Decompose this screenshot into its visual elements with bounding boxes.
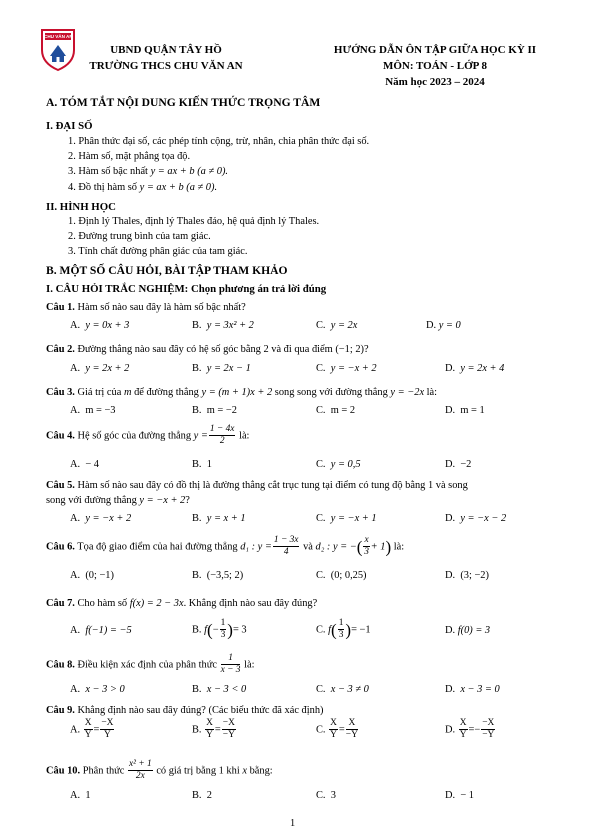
school-crest-icon (38, 26, 78, 72)
q9-a-lhs: $\frac{X}{Y}$ (84, 718, 92, 741)
algebra-item-3: 3. Hàm số bậc nhất y = ax + b (a ≠ 0). (68, 166, 229, 177)
q6-d2-fraction: $\frac{x}{3}$ (364, 535, 369, 558)
q6-option-b: B. (−3,5; 2) (192, 570, 244, 581)
question-2: Câu 2. Đường thẳng nào sau đây có hệ số góc bằng 2 và đi qua điểm (−1; 2)? (46, 344, 369, 355)
q1-option-b: B. y = 3x² + 2 (192, 320, 254, 331)
header-doc-title: HƯỚNG DẪN ÔN TẬP GIỮA HỌC KỲ II (333, 44, 537, 56)
header-district: UBND QUẬN TÂY HỒ (110, 44, 222, 56)
section-b-title: B. MỘT SỐ CÂU HỎI, BÀI TẬP THAM KHẢO (46, 264, 288, 277)
q4-fraction: $\frac{1 - 4x}{2}$ (209, 424, 235, 447)
question-6: Câu 6. Tọa độ giao điểm của hai đường thẳng d₁ : y = $\frac{1 - 3x}{4}$ và d₂ : y = −( $\frac{x}{3}$ + 1) là: (46, 535, 405, 558)
question-7: Câu 7. Cho hàm số f(x) = 2 − 3x. Khẳng định nào sau đây đúng? (46, 598, 318, 609)
q5-option-b: B. y = x + 1 (192, 513, 246, 524)
q2-option-a: A. y = 2x + 2 (70, 363, 130, 374)
q3-option-a: A. m = −3 (70, 405, 116, 416)
multiple-choice-title: I. CÂU HỎI TRẮC NGHIỆM: Chọn phương án trả lời đúng (46, 283, 327, 295)
header-year: Năm học 2023 – 2024 (385, 76, 485, 88)
q8-option-a: A. x − 3 > 0 (70, 684, 125, 695)
question-5-line-2: song với đường thẳng y = −x + 2? (46, 495, 190, 506)
question-10: Câu 10. Phân thức $\frac{\text{x² + 1}}{2x}$ có giá trị bằng 1 khi x bằng: (46, 759, 273, 782)
q7-c-fraction: $\frac{1}{3}$ (338, 618, 344, 641)
q6-option-d: D. (3; −2) (445, 570, 489, 581)
q8-option-d: D. x − 3 = 0 (445, 684, 500, 695)
q10-option-a: A. 1 (70, 790, 91, 801)
q9-option-b: B. $\frac{X}{Y}$ = $\frac{-X}{-Y}$ (192, 718, 235, 741)
q5-option-a: A. y = −x + 2 (70, 513, 132, 524)
question-3: Câu 3. Giá trị của m để đường thẳng y = (m + 1)x + 2 song song với đường thẳng y = −2x là: (46, 387, 438, 398)
q9-c-lhs: $\frac{X}{Y}$ (330, 718, 337, 741)
algebra-title: I. ĐẠI SỐ (46, 120, 93, 132)
q7-option-c: C. f( $\frac{1}{3}$ )= −1 (316, 618, 371, 641)
q1-option-c: C. y = 2x (316, 320, 358, 331)
q9-a-rhs: $\frac{-X}{Y}$ (101, 718, 114, 741)
algebra-item-1: 1. Phân thức đại số, các phép tính cộng, trừ, nhân, chia phân thức đại số. (68, 136, 370, 147)
algebra-item-2: 2. Hàm số, mặt phẳng tọa độ. (68, 151, 191, 162)
geometry-title: II. HÌNH HỌC (46, 201, 116, 213)
q10-option-d: D. − 1 (445, 790, 474, 801)
q9-option-d: D. $\frac{X}{Y}$ =− $\frac{-X}{-Y}$ (445, 718, 495, 741)
q9-b-rhs: $\frac{-X}{-Y}$ (222, 718, 235, 741)
header-school: TRƯỜNG THCS CHU VĂN AN (89, 60, 243, 72)
q1-option-d: D. y = 0 (426, 320, 461, 331)
q2-option-b: B. y = 2x − 1 (192, 363, 251, 374)
q10-option-b: B. 2 (192, 790, 212, 801)
algebra-item-4: 4. Đồ thị hàm số y = ax + b (a ≠ 0). (68, 182, 218, 193)
q5-option-d: D. y = −x − 2 (445, 513, 507, 524)
q6-option-c: C. (0; 0,25) (316, 570, 367, 581)
geometry-item-1: 1. Định lý Thales, định lý Thales đảo, hệ quả định lý Thales. (68, 216, 320, 227)
geometry-item-2: 2. Đường trung bình của tam giác. (68, 231, 211, 242)
q8-option-b: B. x − 3 < 0 (192, 684, 247, 695)
q9-b-lhs: $\frac{X}{Y}$ (206, 718, 213, 741)
q9-option-c: C. $\frac{X}{Y}$ = $\frac{X}{-Y}$ (316, 718, 358, 741)
q3-option-c: C. m = 2 (316, 405, 356, 416)
q1-option-a: A. y = 0x + 3 (70, 320, 130, 331)
q8-option-c: C. x − 3 ≠ 0 (316, 684, 369, 695)
q2-option-c: C. y = −x + 2 (316, 363, 377, 374)
q6-option-a: A. (0; −1) (70, 570, 114, 581)
q8-fraction: $\frac{1}{x - 3}$ (220, 653, 241, 676)
q3-option-d: D. m = 1 (445, 405, 485, 416)
q9-d-rhs: $\frac{-X}{-Y}$ (482, 718, 495, 741)
q4-option-b: B. 1 (192, 459, 212, 470)
q7-option-b: B. f(− $\frac{1}{3}$ )= 3 (192, 618, 247, 641)
q7-option-a: A. f(−1) = −5 (70, 625, 132, 636)
question-9: Câu 9. Khẳng định nào sau đây đúng? (Các biểu thức đã xác định) (46, 705, 324, 716)
q2-option-d: D. y = 2x + 4 (445, 363, 505, 374)
q7-b-fraction: $\frac{1}{3}$ (220, 618, 226, 641)
q6-d1-fraction: $\frac{1 - 3x}{4}$ (273, 535, 299, 558)
section-a-title: A. TÓM TẮT NỘI DUNG KIẾN THỨC TRỌNG TÂM (46, 96, 321, 109)
question-5-line-1: Câu 5. Hàm số nào sau đây có đồ thị là đường thẳng cắt trục tung tại điểm có tung độ bằng 1 và song (46, 480, 468, 491)
geometry-item-3: 3. Tính chất đường phân giác của tam giác. (68, 246, 248, 257)
header-subject: MÔN: TOÁN - LỚP 8 (382, 60, 488, 72)
q5-option-c: C. y = −x + 1 (316, 513, 377, 524)
q7-option-d: D. f(0) = 3 (445, 625, 491, 636)
q9-c-rhs: $\frac{X}{-Y}$ (345, 718, 358, 741)
question-8: Câu 8. Điều kiện xác định của phân thức $\frac{1}{x - 3}$ là: (46, 653, 255, 676)
q9-option-a: A. $\frac{X}{Y}$ = $\frac{-X}{Y}$ (70, 718, 114, 741)
q10-option-c: C. 3 (316, 790, 336, 801)
question-4: Câu 4. Hệ số góc của đường thẳng y = $\frac{1 - 4x}{2}$ là: (46, 424, 250, 447)
q9-d-lhs: $\frac{X}{Y}$ (459, 718, 467, 741)
q10-fraction: $\frac{\text{x² + 1}}{2x}$ (129, 759, 152, 782)
q4-option-c: C. y = 0,5 (316, 459, 361, 470)
logo-text: CHU VĂN AN (44, 34, 73, 39)
q3-option-b: B. m = −2 (192, 405, 237, 416)
question-1: Câu 1. Hàm số nào sau đây là hàm số bậc nhất? (46, 302, 246, 313)
q4-option-a: A. − 4 (70, 459, 99, 470)
q4-option-d: D. −2 (445, 459, 472, 470)
page-number: 1 (290, 818, 296, 829)
